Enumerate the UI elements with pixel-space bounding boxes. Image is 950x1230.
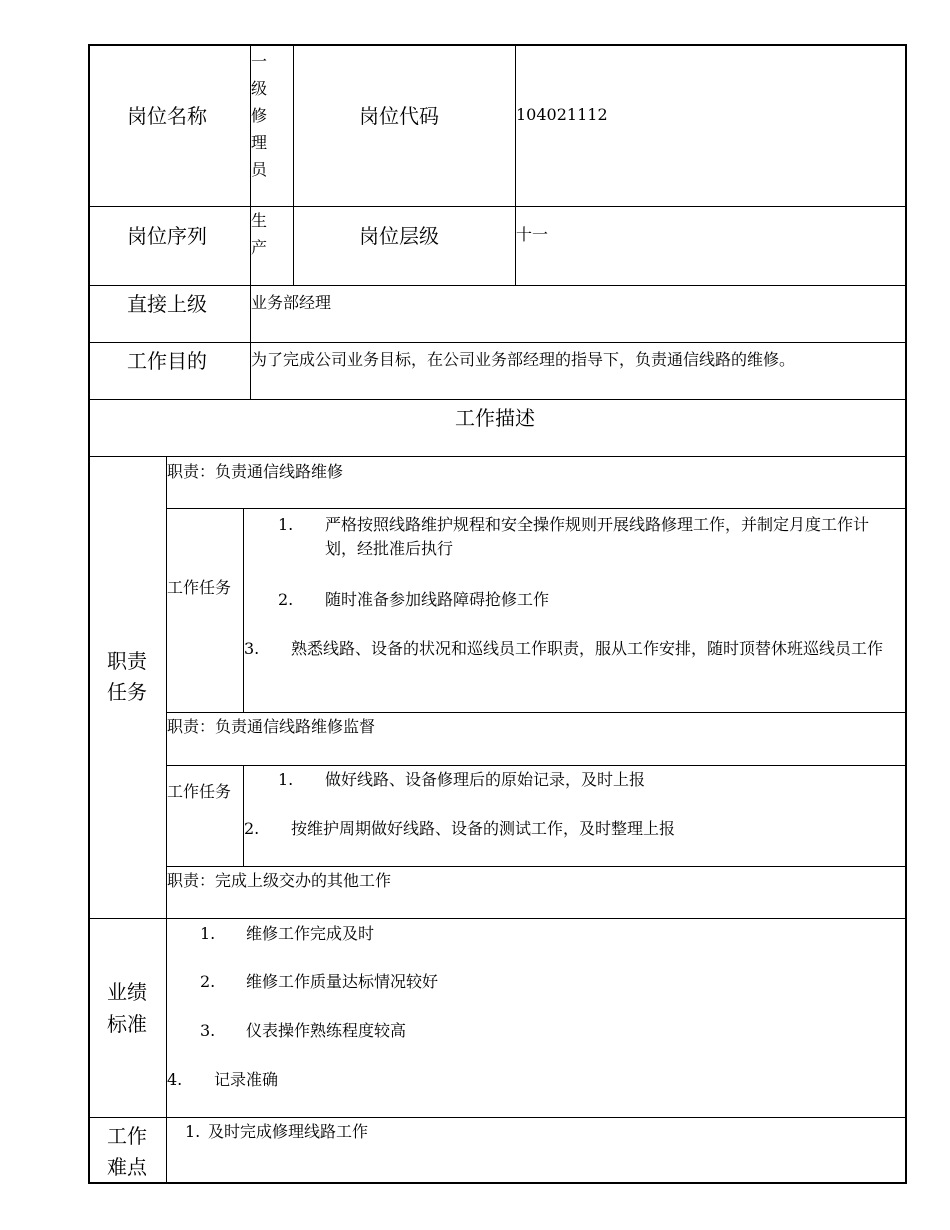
- row-divider: [166, 866, 907, 867]
- purpose-label: 工作目的: [127, 349, 207, 373]
- duties-label-line2: 任务: [107, 680, 147, 704]
- performance-number: 1.: [200, 924, 216, 943]
- duty-title: 职责：负责通信线路维修: [167, 462, 344, 481]
- row-divider: [166, 765, 907, 766]
- task-number: 2.: [278, 590, 294, 609]
- post-series-value: 生产: [251, 211, 268, 257]
- performance-item: 维修工作质量达标情况较好: [246, 972, 439, 991]
- job-description-table: [88, 44, 907, 1184]
- task-number: 1.: [278, 770, 294, 789]
- task-label: 工作任务: [167, 782, 232, 801]
- performance-item: 记录准确: [214, 1070, 279, 1089]
- task-number: 2.: [244, 819, 260, 838]
- row-divider: [88, 342, 907, 343]
- row-divider: [88, 285, 907, 286]
- performance-item: 维修工作完成及时: [246, 924, 375, 943]
- task-number: 1.: [278, 515, 294, 534]
- row-divider: [88, 1117, 907, 1118]
- row-divider: [166, 712, 907, 713]
- column-divider: [515, 44, 516, 286]
- duty-title: 职责：负责通信线路维修监督: [167, 717, 376, 736]
- duty-title: 职责：完成上级交办的其他工作: [167, 871, 392, 890]
- section-title: 工作描述: [455, 406, 535, 430]
- post-code-label: 岗位代码: [359, 104, 439, 128]
- post-level-value: 十一: [516, 225, 549, 244]
- task-text: 按维护周期做好线路、设备的测试工作，及时整理上报: [291, 819, 676, 838]
- performance-label-line1: 业绩: [107, 980, 147, 1004]
- difficulty-label-line1: 工作: [107, 1124, 147, 1148]
- post-level-label: 岗位层级: [359, 224, 439, 248]
- duties-label-line1: 职责: [107, 649, 147, 673]
- row-divider: [88, 206, 907, 207]
- post-code-value: 104021112: [516, 105, 608, 124]
- row-divider: [88, 456, 907, 457]
- task-text: 熟悉线路、设备的状况和巡线员工作职责，服从工作安排，随时顶替休班巡线员工作: [291, 639, 884, 658]
- row-divider: [88, 918, 907, 919]
- column-divider: [243, 765, 244, 867]
- purpose-value: 为了完成公司业务目标，在公司业务部经理的指导下，负责通信线路的维修。: [251, 350, 796, 369]
- difficulty-number: 1.: [185, 1122, 201, 1141]
- performance-number: 3.: [200, 1021, 216, 1040]
- supervisor-label: 直接上级: [127, 292, 207, 316]
- difficulty-label-line2: 难点: [107, 1155, 147, 1179]
- task-text: 严格按照线路维护规程和安全操作规则开展线路修理工作，并制定月度工作计划，经批准后执行: [325, 515, 870, 558]
- post-name-value: 一级修理员: [251, 52, 268, 179]
- post-series-label: 岗位序列: [127, 224, 207, 248]
- task-text: 做好线路、设备修理后的原始记录，及时上报: [325, 770, 646, 789]
- column-divider: [243, 508, 244, 713]
- row-divider: [88, 399, 907, 400]
- supervisor-value: 业务部经理: [251, 293, 332, 312]
- row-divider: [166, 508, 907, 509]
- performance-number: 2.: [200, 972, 216, 991]
- task-label: 工作任务: [167, 578, 232, 597]
- performance-number: 4.: [167, 1070, 183, 1089]
- difficulty-item: 及时完成修理线路工作: [208, 1122, 369, 1141]
- task-text: 随时准备参加线路障碍抢修工作: [325, 590, 550, 609]
- performance-label-line2: 标准: [107, 1012, 147, 1036]
- post-name-label: 岗位名称: [127, 104, 207, 128]
- column-divider: [293, 44, 294, 286]
- task-number: 3.: [244, 639, 260, 658]
- performance-item: 仪表操作熟练程度较高: [246, 1021, 407, 1040]
